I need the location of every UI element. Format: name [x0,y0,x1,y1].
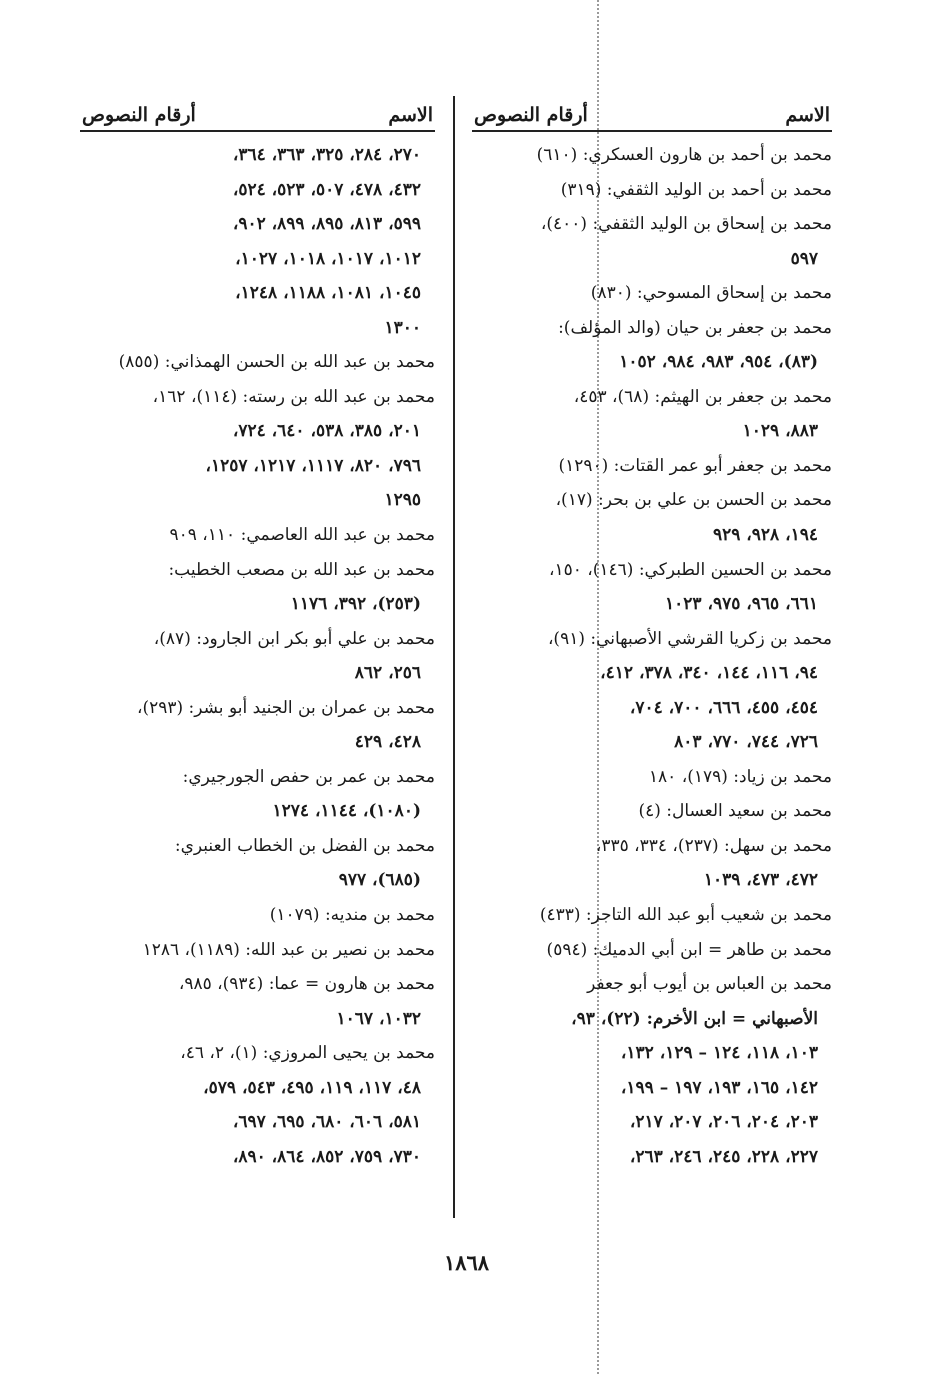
index-line: ٢٧٠، ٢٨٤، ٣٢٥، ٣٦٣، ٣٦٤، [232,145,421,165]
index-line: ١٠٤٥، ١٠٨١، ١١٨٨، ١٢٤٨، [235,283,421,304]
index-line: محمد بن زياد: (١٧٩)، ١٨٠ [648,766,832,787]
numbers-header: أرقام النصوص [474,104,588,126]
index-line: محمد بن الحسين الطبركي: (١٤٦)، ١٥٠، [548,559,832,580]
index-line: محمد بن أحمد بن الوليد الثقفي: (٣١٩) [560,179,832,200]
index-line: محمد بن الفضل بن الخطاب العنبري: [174,835,435,856]
index-line: محمد بن عبد الله بن رسته: (١١٤)، ١٦٢، [152,386,435,407]
index-line: محمد بن جعفر بن الهيثم: (٦٨)، ٤٥٣، [573,386,832,407]
index-line: ٤٥٤، ٤٥٥، ٦٦٦، ٧٠٠، ٧٠٤، [629,697,818,718]
index-entries [80,138,435,1174]
name-header: الاسم [785,104,830,126]
index-line: ١٩٤، ٩٢٨، ٩٢٩ [712,525,818,546]
index-line: محمد بن علي أبو بكر ابن الجارود: (٨٧)، [153,628,435,649]
index-line: ٤٨، ١١٧، ١١٩، ٤٩٥، ٥٤٣، ٥٧٩، [203,1077,421,1098]
index-line: ٢٢٧، ٢٢٨، ٢٤٥، ٢٤٦، ٢٦٣، [629,1146,818,1167]
index-line: ٢٠٣، ٢٠٤، ٢٠٦، ٢٠٧، ٢١٧، [629,1112,818,1133]
right-column [472,92,832,1174]
index-line: محمد بن عبد الله بن الحسن الهمذاني: (٨٥٥) [118,352,435,373]
index-line: محمد بن منديه: (١٠٧٩) [269,905,435,926]
index-line: محمد بن عمران بن الجنيد أبو بشر: (٢٩٣)، [136,697,435,718]
index-line: (١٠٨٠)، ١١٤٤، ١٢٧٤ [272,801,421,822]
index-line: محمد بن الحسن بن علي بن بحر: (١٧)، [555,490,832,511]
index-line: ١٠١٢، ١٠١٧، ١٠١٨، ١٠٢٧، [235,248,421,269]
column-header [80,92,435,132]
index-line: (٢٥٣)، ٣٩٢، ١١٧٦ [290,594,421,615]
index-line: محمد بن سعيد العسال: (٤) [638,801,832,822]
numbers-header: أرقام النصوص [82,104,196,126]
index-line: محمد بن عمر بن حفص الجورجيري: [182,766,435,787]
index-line: ٥٩٧ [790,248,818,269]
index-line: محمد بن عبد الله بن مصعب الخطيب: [168,559,435,580]
index-line: ٧٣٠، ٧٥٩، ٨٥٢، ٨٦٤، ٨٩٠، [232,1146,421,1167]
name-header: الاسم [388,104,433,126]
page-number: ١٨٦٨ [443,1250,490,1275]
index-line: محمد بن جعفر بن حيان (والد المؤلف): [558,317,832,338]
index-line: محمد بن زكريا القرشي الأصبهاني: (٩١)، [547,628,832,649]
index-line: ١٠٣٢، ١٠٦٧ [336,1008,421,1029]
index-line: محمد بن سهل: (٢٣٧)، ٣٣٤، ٣٣٥، [595,835,832,856]
index-line: محمد بن العباس بن أيوب أبو جعفر [587,974,832,995]
index-line: الأصبهاني = ابن الأخرم: (٢٢)، ٩٣، [571,1008,818,1029]
index-line: ٤٢٨، ٤٢٩ [354,732,421,753]
index-line: ٤٧٢، ٤٧٣، ١٠٣٩ [703,870,818,891]
index-line: (٨٣)، ٩٥٤، ٩٨٣، ٩٨٤، ١٠٥٢ [619,352,818,373]
column-divider [453,96,455,1218]
index-line: (٦٨٥)، ٩٧٧ [338,870,421,891]
index-line: ٩٤، ١١٦، ١٤٤، ٣٤٠، ٣٧٨، ٤١٢، [600,663,818,684]
index-line: ١٣٠٠ [384,317,421,338]
index-line: ٧٢٦، ٧٤٤، ٧٧٠، ٨٠٣ [674,732,818,753]
index-line: ٤٣٢، ٤٧٨، ٥٠٧، ٥٢٣، ٥٢٤، [232,179,421,200]
index-line: محمد بن طاهر = ابن أبي الدميك: (٥٩٤) [546,939,832,960]
index-line: ٥٩٩، ٨١٣، ٨٩٥، ٨٩٩، ٩٠٢، [232,214,421,235]
index-line: محمد بن شعيب أبو عبد الله التاجر: (٤٣٣) [539,905,832,926]
left-column [80,92,435,1174]
column-header [472,92,832,132]
index-line: ٢٥٦، ٨٦٢ [354,663,421,684]
index-line: محمد بن عبد الله العاصمي: ١١٠، ٩٠٩ [169,525,435,546]
index-line: ١٠٣، ١١٨، ١٢٤ – ١٢٩، ١٣٢، [620,1043,818,1064]
index-line: محمد بن نصير بن عبد الله: (١١٨٩)، ١٢٨٦ [142,939,435,960]
index-line: ٨٨٣، ١٠٢٩ [742,421,818,442]
index-line: ٢٠١، ٣٨٥، ٥٣٨، ٦٤٠، ٧٢٤، [232,421,421,442]
index-line: محمد بن أحمد بن هارون العسكري: (٦١٠) [536,145,832,165]
index-line: ٥٨١، ٦٠٦، ٦٨٠، ٦٩٥، ٦٩٧، [232,1112,421,1133]
index-entries [472,138,832,1174]
index-line: ١٢٩٥ [384,490,421,511]
index-line: محمد بن هارون = عما: (٩٣٤)، ٩٨٥، [178,974,435,995]
index-line: محمد بن إسحاق بن الوليد الثقفي: (٤٠٠)، [540,214,832,235]
index-line: محمد بن يحيى المروزي: (١)، ٢، ٤٦، [180,1043,435,1064]
index-line: ٦٦١، ٩٦٥، ٩٧٥، ١٠٢٣ [665,594,818,615]
index-line: محمد بن جعفر أبو عمر القتات: (١٢٩٠) [558,455,832,476]
index-line: ١٤٢، ١٦٥، ١٩٣، ١٩٧ – ١٩٩، [620,1077,818,1098]
index-line: محمد بن إسحاق المسوحي: (٨٣٠) [590,283,832,304]
index-line: ٧٩٦، ٨٢٠، ١١١٧، ١٢١٧، ١٢٥٧، [205,455,421,476]
